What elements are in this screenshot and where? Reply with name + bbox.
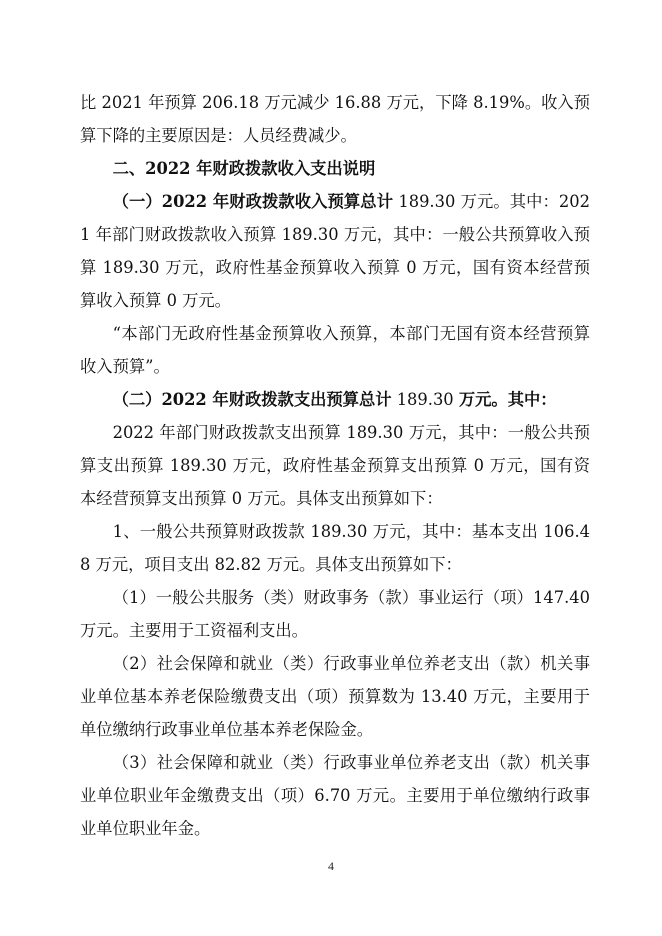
paragraph-item-3-occupational-annuity: （3）社会保障和就业（类）行政事业单位养老支出（款）机关事业单位职业年金缴费支出（项）6.70 万元。主要用于单位缴纳行政事业单位职业年金。 <box>80 753 590 838</box>
expenditure-budget-suffix: 万元。其中： <box>458 390 557 409</box>
paragraph-expenditure-budget-total <box>80 383 590 416</box>
section-heading-fiscal-appropriation: 二、2022 年财政拨款收入支出说明 <box>112 159 376 178</box>
expenditure-budget-amount: 189.30 <box>391 390 459 409</box>
page-number: 4 <box>328 859 334 873</box>
revenue-budget-heading: （一）2022 年财政拨款收入预算总计 <box>112 192 394 211</box>
paragraph-item-2-pension-insurance: （2）社会保障和就业（类）行政事业单位养老支出（款）机关事业单位基本养老保险缴费支出（项）预算数为 13.40 万元，主要用于单位缴纳行政事业单位基本养老保险金。 <box>80 654 590 739</box>
paragraph-expenditure-detail: 2022 年部门财政拨款支出预算 189.30 万元，其中：一般公共预算支出预算 189.30 万元，政府性基金预算支出预算 0 万元，国有资本经营预算支出预算 0 万元。具体支出预算如下： <box>80 423 590 508</box>
expenditure-budget-heading: （二）2022 年财政拨款支出预算总计 <box>112 390 392 409</box>
paragraph-no-fund-budget-note: “本部门无政府性基金预算收入预算，本部门无国有资本经营预算收入预算”。 <box>80 324 590 376</box>
document-body <box>80 86 590 845</box>
paragraph-item-1-public-services: （1）一般公共服务（类）财政事务（款）事业运行（项）147.40 万元。主要用于工资福利支出。 <box>80 588 590 640</box>
paragraph-revenue-decrease: 比 2021 年预算 206.18 万元减少 16.88 万元，下降 8.19%。收入预算下降的主要原因是：人员经费减少。 <box>80 93 590 145</box>
paragraph-general-public-budget: 1、一般公共预算财政拨款 189.30 万元，其中：基本支出 106.48 万元，项目支出 82.82 万元。具体支出预算如下： <box>80 522 590 574</box>
revenue-budget-text: 189.30 万元。其中：2021 年部门财政拨款收入预算 189.30 万元，其中：一般公共预算收入预算 189.30 万元，政府性基金预算收入预算 0 万元，国有资本经营预算收入预算 0 万元。 <box>80 192 590 310</box>
paragraph-revenue-budget-total <box>80 185 590 317</box>
